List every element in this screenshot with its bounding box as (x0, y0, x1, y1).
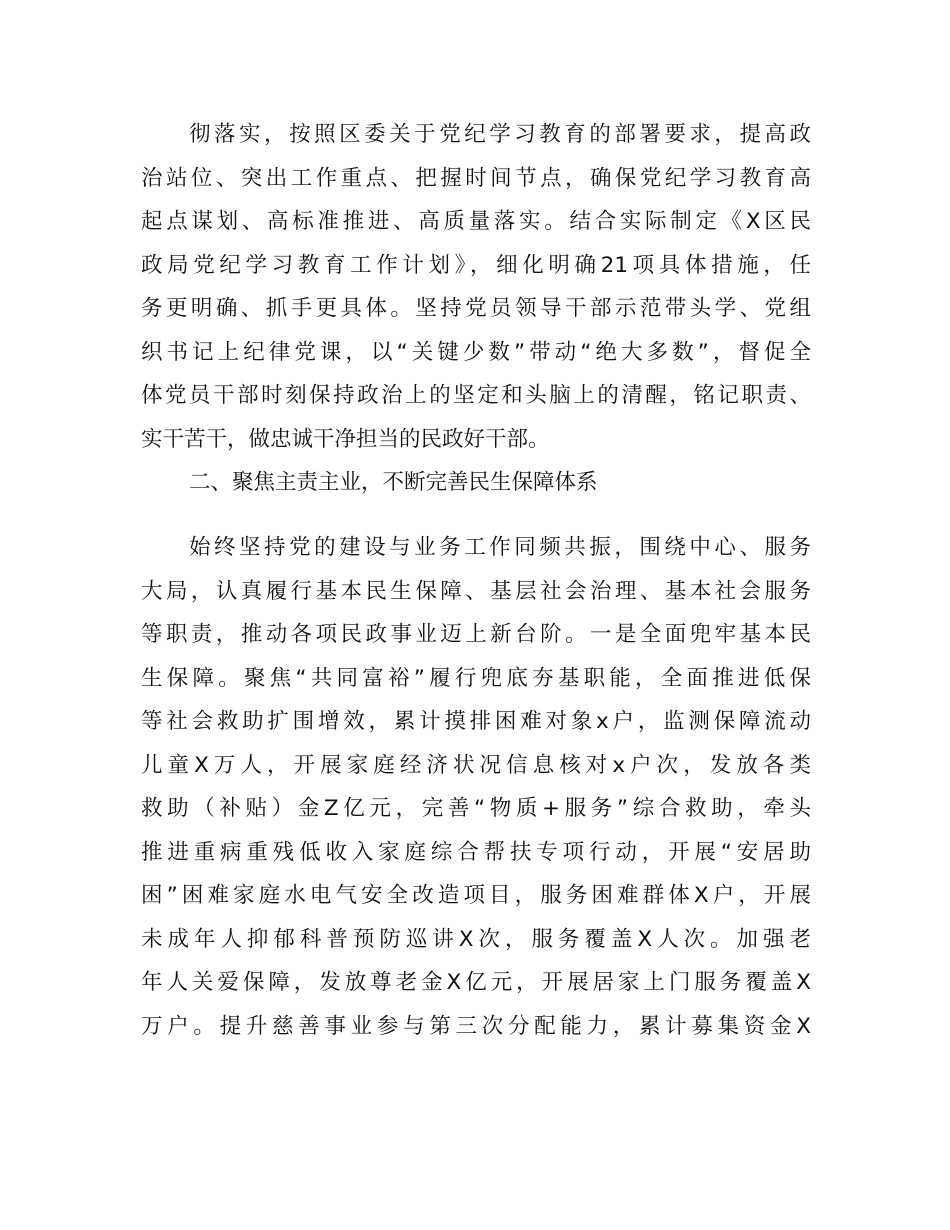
section-heading-text: 二、聚焦主责主业，不断完善民生保障体系 (189, 470, 598, 495)
paragraph-line: 万户。提升慈善事业参与第三次分配能力，累计募集资金X (141, 1013, 811, 1039)
paragraph-line: 始终坚持党的建设与业务工作同频共振，围绕中心、服务 (189, 535, 811, 560)
paragraph-line: 大局，认真履行基本民生保障、基层社会治理、基本社会服务 (141, 578, 811, 604)
paragraph-line: 体党员干部时刻保持政治上的坚定和头脑上的清醒，铭记职责、 (141, 383, 811, 408)
paragraph-line: 推进重病重残低收入家庭综合帮扶专项行动，开展“安居助 (141, 839, 811, 865)
paragraph-line: 救助（补贴）金Z亿元，完善“物质+服务”综合救助，牵头 (141, 796, 811, 821)
paragraph-line: 治站位、突出工作重点、把握时间节点，确保党纪学习教育高 (141, 165, 811, 191)
paragraph-line: 彻落实，按照区委关于党纪学习教育的部署要求，提高政 (189, 122, 811, 147)
paragraph-line: 务更明确、抓手更具体。坚持党员领导干部示范带头学、党组 (141, 296, 811, 321)
paragraph-2 (141, 526, 811, 1048)
paragraph-line: 困”困难家庭水电气安全改造项目，服务困难群体X户，开展 (141, 883, 811, 908)
paragraph-line: 起点谋划、高标准推进、高质量落实。结合实际制定《X区民 (141, 209, 811, 234)
paragraph-line: 织书记上纪律党课，以“关键少数”带动“绝大多数”，督促全 (141, 339, 811, 365)
paragraph-line: 政局党纪学习教育工作计划》，细化明确21项具体措施，任 (141, 252, 811, 278)
paragraph-line: 儿童X万人，开展家庭经济状况信息核对x户次，发放各类 (141, 752, 811, 778)
paragraph-line: 未成年人抑郁科普预防巡讲X次，服务覆盖X人次。加强老 (141, 926, 811, 952)
paragraph-1 (141, 113, 811, 461)
paragraph-line: 实干苦干，做忠诚干净担当的民政好干部。 (141, 426, 550, 452)
paragraph-line: 等社会救助扩围增效，累计摸排困难对象x户，监测保障流动 (141, 709, 811, 734)
paragraph-line: 年人关爱保障，发放尊老金X亿元，开展居家上门服务覆盖X (141, 970, 811, 995)
paragraph-line: 等职责，推动各项民政事业迈上新台阶。一是全面兜牢基本民 (141, 622, 811, 647)
section-heading (141, 461, 811, 505)
paragraph-line: 生保障。聚焦“共同富裕”履行兜底夯基职能，全面推进低保 (141, 665, 811, 691)
